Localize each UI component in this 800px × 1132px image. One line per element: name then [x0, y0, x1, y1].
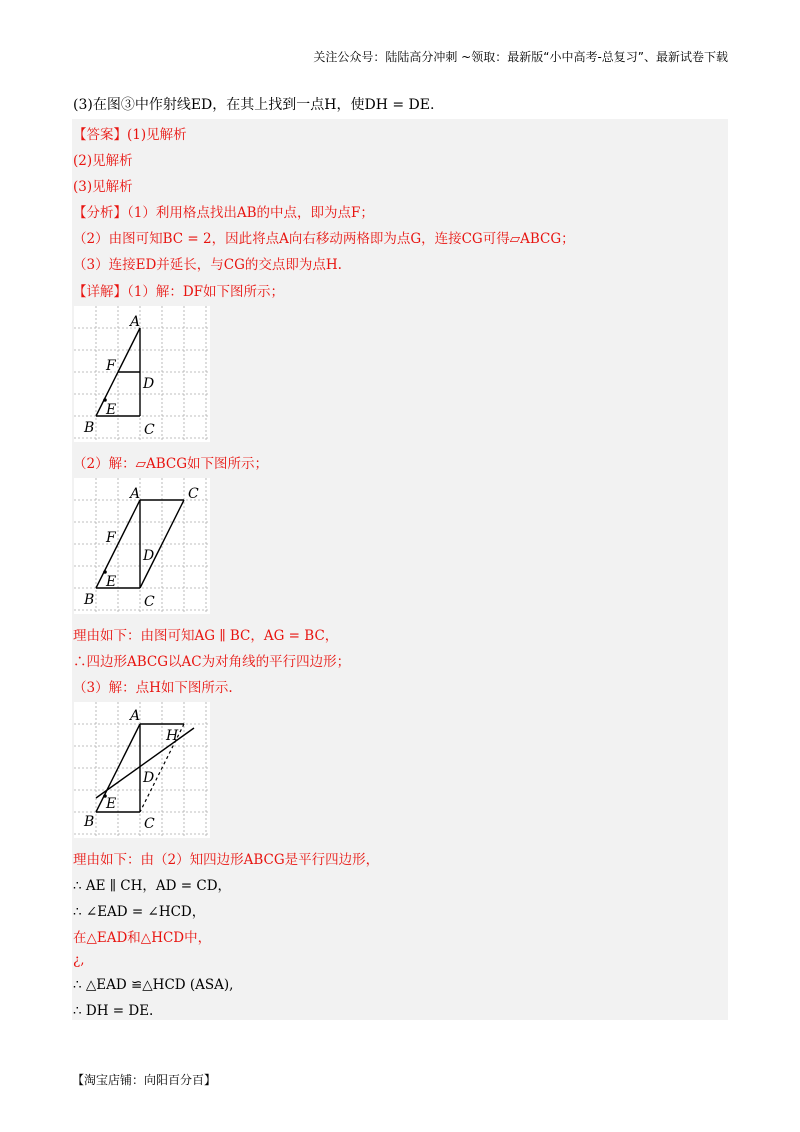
proof-step-6: ∴ DH = DE.: [73, 1003, 154, 1019]
fig3-label-B: B: [84, 814, 95, 830]
fig3-label-D: D: [143, 770, 155, 786]
proof-step-1: ∴ AE ∥ CH，AD = CD，: [73, 878, 232, 894]
therefore-line-1: ∴四边形ABCG以AC为对角线的平行四边形；: [73, 654, 351, 670]
answer-line-1: 【答案】(1)见解析: [73, 127, 187, 143]
proof-step-4: ¿,: [73, 952, 85, 968]
fig1-label-D: D: [143, 376, 155, 392]
figure-1: [74, 306, 210, 442]
detail-line-1: 【详解】（1）解：DF如下图所示；: [73, 284, 285, 300]
fig1-label-B: B: [84, 420, 95, 436]
fig1-label-F: F: [106, 358, 116, 374]
fig3-label-E: E: [106, 796, 117, 812]
analysis-line-2: （2）由图可知BC = 2，因此将点A向右移动两格即为点G，连接CG可得▱ABCG；: [73, 231, 575, 247]
fig2-label-E: E: [106, 574, 117, 590]
fig2-label-A: A: [130, 486, 141, 502]
fig3-label-C: C: [144, 816, 155, 832]
figure-2-svg: [74, 478, 210, 614]
fig1-label-C: C: [144, 422, 155, 438]
analysis-line-1: 【分析】（1）利用格点找出AB的中点，即为点F；: [73, 205, 374, 221]
figure-2: [74, 478, 210, 614]
reason-line-2: 理由如下：由（2）知四边形ABCG是平行四边形，: [73, 852, 380, 868]
detail-tag: 【详解】: [73, 284, 127, 300]
answer-line-3: (3)见解析: [73, 179, 133, 195]
fig1-label-A: A: [130, 314, 141, 330]
figure-1-svg: [74, 306, 210, 442]
question-3: (3)在图③中作射线ED，在其上找到一点H，使DH = DE.: [73, 97, 435, 113]
proof-step-3: 在△EAD和△HCD中，: [73, 930, 212, 946]
fig3-label-H: H: [166, 728, 179, 744]
fig2-label-C-top: C: [188, 486, 199, 502]
proof-step-5: ∴ △EAD ≌△HCD (ASA),: [73, 977, 234, 993]
analysis-tag: 【分析】: [73, 205, 127, 221]
figure-3-svg: [74, 702, 210, 838]
fig3-label-A: A: [130, 708, 141, 724]
answer-tag: 【答案】: [73, 127, 127, 143]
fig2-label-F: F: [106, 530, 116, 546]
detail-line-3: （3）解：点H如下图所示.: [73, 680, 233, 696]
proof-step-2: ∴ ∠EAD = ∠HCD，: [73, 904, 206, 920]
fig2-label-B: B: [84, 592, 95, 608]
figure-3: [74, 702, 210, 838]
fig2-label-C: C: [144, 594, 155, 610]
answer-line-2: (2)见解析: [73, 153, 133, 169]
reason-line-1: 理由如下：由图可知AG ∥ BC，AG = BC，: [73, 628, 339, 644]
fig2-label-D: D: [143, 548, 155, 564]
page-footer: 【淘宝店铺：向阳百分百】: [72, 1073, 217, 1087]
fig1-label-E: E: [106, 402, 117, 418]
analysis-line-3: （3）连接ED并延长，与CG的交点即为点H.: [73, 257, 342, 273]
page-header: 关注公众号：陆陆高分冲刺 ~领取：最新版“小中高考-总复习”、最新试卷下载: [313, 50, 728, 64]
detail-line-2: （2）解：▱ABCG如下图所示；: [73, 456, 269, 472]
